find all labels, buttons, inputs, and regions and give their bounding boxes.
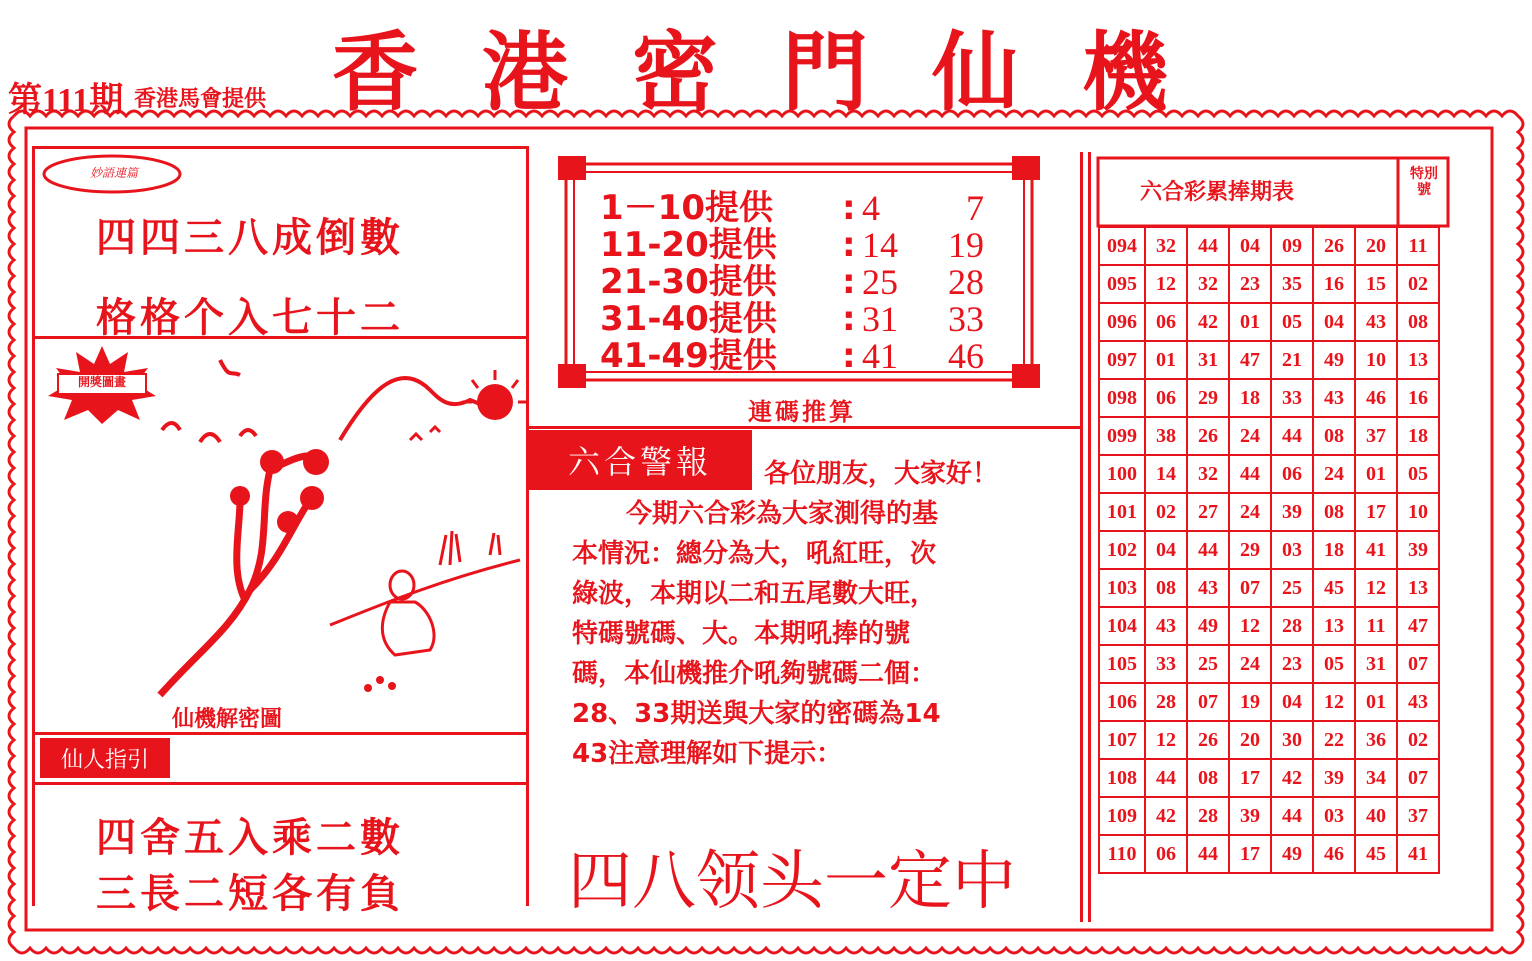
number-cell: 32 [1187, 455, 1229, 493]
number-cell: 01 [1145, 341, 1187, 379]
number-cell: 02 [1397, 265, 1439, 303]
table-row [1099, 417, 1439, 455]
number-cell: 07 [1229, 569, 1271, 607]
paragraph-line: 28、33期送與大家的密碼為14 [572, 699, 941, 729]
number-cell: 02 [1145, 493, 1187, 531]
number-cell: 03 [1271, 531, 1313, 569]
number-cell: 06 [1271, 455, 1313, 493]
number-cell: 44 [1271, 797, 1313, 835]
number-cell: 05 [1271, 303, 1313, 341]
number-cell: 44 [1187, 227, 1229, 265]
period-cell: 104 [1099, 607, 1145, 645]
number-cell: 14 [1145, 455, 1187, 493]
period-cell: 100 [1099, 455, 1145, 493]
number-cell: 18 [1229, 379, 1271, 417]
range-row: 1－10提供 : 4 7 [600, 188, 984, 228]
number-cell: 39 [1229, 797, 1271, 835]
title-char: 仙 [932, 23, 1018, 123]
number-cell: 45 [1355, 835, 1397, 873]
range-label: 21-30提供 [600, 262, 777, 302]
number-cell: 04 [1313, 303, 1355, 341]
range-label: 31-40提供 [600, 299, 777, 339]
number-cell: 16 [1313, 265, 1355, 303]
number-cell: 10 [1397, 493, 1439, 531]
number-cell: 18 [1313, 531, 1355, 569]
number-cell: 42 [1145, 797, 1187, 835]
number-cell: 39 [1397, 531, 1439, 569]
range-row: 41-49提供 : 41 46 [600, 336, 984, 376]
range-value: 46 [948, 336, 984, 376]
number-cell: 46 [1313, 835, 1355, 873]
number-cell: 02 [1397, 721, 1439, 759]
number-cell: 49 [1313, 341, 1355, 379]
table-row [1099, 721, 1439, 759]
table-title: 六合彩累捧期表 [1140, 180, 1295, 205]
illustration-image [140, 350, 530, 700]
period-cell: 094 [1099, 227, 1145, 265]
number-cell: 01 [1355, 683, 1397, 721]
title-char: 門 [782, 23, 868, 123]
number-cell: 28 [1271, 607, 1313, 645]
number-cell: 26 [1187, 417, 1229, 455]
number-cell: 12 [1229, 607, 1271, 645]
table-row [1099, 797, 1439, 835]
number-cell: 24 [1313, 455, 1355, 493]
number-cell: 40 [1355, 797, 1397, 835]
number-cell: 35 [1271, 265, 1313, 303]
number-cell: 12 [1313, 683, 1355, 721]
table-row [1099, 303, 1439, 341]
number-cell: 06 [1145, 379, 1187, 417]
number-cell: 13 [1397, 341, 1439, 379]
number-cell: 47 [1229, 341, 1271, 379]
riddle-line-2: 格格个入七十二 [96, 295, 404, 341]
results-table [1098, 226, 1440, 874]
number-cell: 07 [1397, 759, 1439, 797]
number-ranges [600, 190, 1020, 375]
oval-badge-text: 妙語連篇 [89, 166, 138, 180]
period-cell: 101 [1099, 493, 1145, 531]
number-cell: 08 [1313, 493, 1355, 531]
number-cell: 26 [1313, 227, 1355, 265]
table-row [1099, 645, 1439, 683]
number-cell: 34 [1355, 759, 1397, 797]
number-cell: 44 [1229, 455, 1271, 493]
number-cell: 41 [1355, 531, 1397, 569]
number-cell: 17 [1229, 835, 1271, 873]
alert-label: 六合警報 [528, 430, 752, 490]
range-value: 41 [862, 336, 898, 376]
number-cell: 17 [1355, 493, 1397, 531]
period-cell: 098 [1099, 379, 1145, 417]
number-cell: 25 [1271, 569, 1313, 607]
number-cell: 45 [1313, 569, 1355, 607]
period-cell: 107 [1099, 721, 1145, 759]
page-title [300, 20, 1200, 123]
number-cell: 11 [1397, 227, 1439, 265]
number-cell: 18 [1397, 417, 1439, 455]
range-value: 19 [948, 225, 984, 265]
range-value: 31 [862, 299, 898, 339]
title-char: 港 [482, 23, 568, 123]
number-cell: 47 [1397, 607, 1439, 645]
range-value: 4 [862, 188, 880, 228]
number-cell: 05 [1397, 455, 1439, 493]
number-cell: 08 [1313, 417, 1355, 455]
number-cell: 31 [1355, 645, 1397, 683]
number-cell: 13 [1397, 569, 1439, 607]
paragraph-line: 碼，本仙機推介吼夠號碼二個： [572, 659, 937, 689]
table-row [1099, 379, 1439, 417]
number-cell: 08 [1145, 569, 1187, 607]
number-cell: 42 [1271, 759, 1313, 797]
number-cell: 30 [1271, 721, 1313, 759]
period-cell: 097 [1099, 341, 1145, 379]
number-cell: 38 [1145, 417, 1187, 455]
table-row [1099, 265, 1439, 303]
number-cell: 29 [1229, 531, 1271, 569]
number-cell: 43 [1187, 569, 1229, 607]
special-number-label: 特別號 [1410, 166, 1438, 198]
number-cell: 24 [1229, 645, 1271, 683]
number-cell: 04 [1145, 531, 1187, 569]
table-row [1099, 227, 1439, 265]
number-cell: 28 [1145, 683, 1187, 721]
number-cell: 07 [1187, 683, 1229, 721]
number-cell: 17 [1229, 759, 1271, 797]
number-cell: 33 [1271, 379, 1313, 417]
number-cell: 32 [1187, 265, 1229, 303]
number-cell: 05 [1313, 645, 1355, 683]
title-char: 機 [1082, 23, 1168, 123]
number-cell: 46 [1355, 379, 1397, 417]
number-cell: 06 [1145, 303, 1187, 341]
number-cell: 11 [1355, 607, 1397, 645]
number-cell: 28 [1187, 797, 1229, 835]
number-cell: 49 [1187, 607, 1229, 645]
number-cell: 22 [1313, 721, 1355, 759]
issue-number: 第111期 [8, 82, 124, 119]
number-cell: 44 [1271, 417, 1313, 455]
number-cell: 43 [1355, 303, 1397, 341]
number-cell: 37 [1355, 417, 1397, 455]
riddle-line-4: 三長二短各有負 [96, 871, 404, 917]
range-row: 11-20提供 : 14 19 [600, 225, 984, 265]
calc-caption: 連碼推算 [748, 398, 856, 426]
number-cell: 24 [1229, 417, 1271, 455]
riddle-line-1: 四四三八成倒數 [96, 215, 404, 261]
number-cell: 49 [1271, 835, 1313, 873]
slogan: 四八领头一定中 [568, 845, 1016, 919]
number-cell: 31 [1187, 341, 1229, 379]
riddle-line-3: 四舍五入乘二數 [96, 815, 404, 861]
table-row [1099, 683, 1439, 721]
number-cell: 01 [1229, 303, 1271, 341]
title-char: 密 [632, 23, 718, 123]
number-cell: 10 [1355, 341, 1397, 379]
period-cell: 095 [1099, 265, 1145, 303]
paragraph-line: 43注意理解如下提示： [572, 739, 843, 769]
number-cell: 03 [1313, 797, 1355, 835]
number-cell: 08 [1397, 303, 1439, 341]
table-row [1099, 455, 1439, 493]
period-cell: 099 [1099, 417, 1145, 455]
range-value: 25 [862, 262, 898, 302]
range-label: 1－10提供 [600, 188, 773, 228]
range-label: 41-49提供 [600, 336, 777, 376]
star-badge-text: 開獎圖畫 [77, 375, 126, 389]
number-cell: 33 [1145, 645, 1187, 683]
table-row [1099, 341, 1439, 379]
number-cell: 23 [1229, 265, 1271, 303]
range-value: 28 [948, 262, 984, 302]
period-cell: 102 [1099, 531, 1145, 569]
number-cell: 37 [1397, 797, 1439, 835]
number-cell: 04 [1229, 227, 1271, 265]
range-row: 31-40提供 : 31 33 [600, 299, 984, 339]
provider-label: 香港馬會提供 [134, 87, 267, 112]
number-cell: 26 [1187, 721, 1229, 759]
number-cell: 44 [1187, 835, 1229, 873]
title-char: 香 [332, 23, 418, 123]
paragraph-line: 本情況：總分為大，吼紅旺，次 [572, 539, 937, 569]
number-cell: 19 [1229, 683, 1271, 721]
number-cell: 06 [1145, 835, 1187, 873]
number-cell: 43 [1397, 683, 1439, 721]
number-cell: 12 [1355, 569, 1397, 607]
period-cell: 106 [1099, 683, 1145, 721]
number-cell: 08 [1187, 759, 1229, 797]
period-cell: 110 [1099, 835, 1145, 873]
number-cell: 15 [1355, 265, 1397, 303]
table-row [1099, 835, 1439, 873]
number-cell: 39 [1313, 759, 1355, 797]
period-cell: 108 [1099, 759, 1145, 797]
number-cell: 24 [1229, 493, 1271, 531]
number-cell: 36 [1355, 721, 1397, 759]
paragraph-line: 今期六合彩為大家測得的基 [626, 499, 939, 529]
number-cell: 20 [1355, 227, 1397, 265]
number-cell: 16 [1397, 379, 1439, 417]
period-cell: 103 [1099, 569, 1145, 607]
number-cell: 23 [1271, 645, 1313, 683]
number-cell: 01 [1355, 455, 1397, 493]
number-cell: 43 [1145, 607, 1187, 645]
table-row [1099, 531, 1439, 569]
number-cell: 25 [1187, 645, 1229, 683]
paragraph-line: 特碼號碼、大。本期吼捧的號 [572, 619, 911, 649]
period-cell: 109 [1099, 797, 1145, 835]
table-row [1099, 759, 1439, 797]
period-cell: 096 [1099, 303, 1145, 341]
paragraph-line: 綠波，本期以二和五尾數大旺， [572, 579, 937, 609]
number-cell: 44 [1187, 531, 1229, 569]
range-value: 14 [862, 225, 898, 265]
number-cell: 09 [1271, 227, 1313, 265]
range-row: 21-30提供 : 25 28 [600, 262, 984, 302]
number-cell: 12 [1145, 265, 1187, 303]
number-cell: 43 [1313, 379, 1355, 417]
number-cell: 27 [1187, 493, 1229, 531]
table-row [1099, 607, 1439, 645]
range-label: 11-20提供 [600, 225, 777, 265]
number-cell: 13 [1313, 607, 1355, 645]
number-cell: 29 [1187, 379, 1229, 417]
range-value: 33 [948, 299, 984, 339]
period-cell: 105 [1099, 645, 1145, 683]
number-cell: 07 [1397, 645, 1439, 683]
number-cell: 12 [1145, 721, 1187, 759]
number-cell: 42 [1187, 303, 1229, 341]
paragraph-line: 各位朋友，大家好！ [764, 459, 999, 489]
number-cell: 04 [1271, 683, 1313, 721]
number-cell: 32 [1145, 227, 1187, 265]
range-value: 7 [966, 188, 984, 228]
number-cell: 20 [1229, 721, 1271, 759]
illustration-caption: 仙機解密圖 [172, 707, 283, 732]
number-cell: 41 [1397, 835, 1439, 873]
table-row [1099, 569, 1439, 607]
guide-label: 仙人指引 [40, 738, 170, 778]
number-cell: 39 [1271, 493, 1313, 531]
number-cell: 21 [1271, 341, 1313, 379]
table-row [1099, 493, 1439, 531]
number-cell: 44 [1145, 759, 1187, 797]
